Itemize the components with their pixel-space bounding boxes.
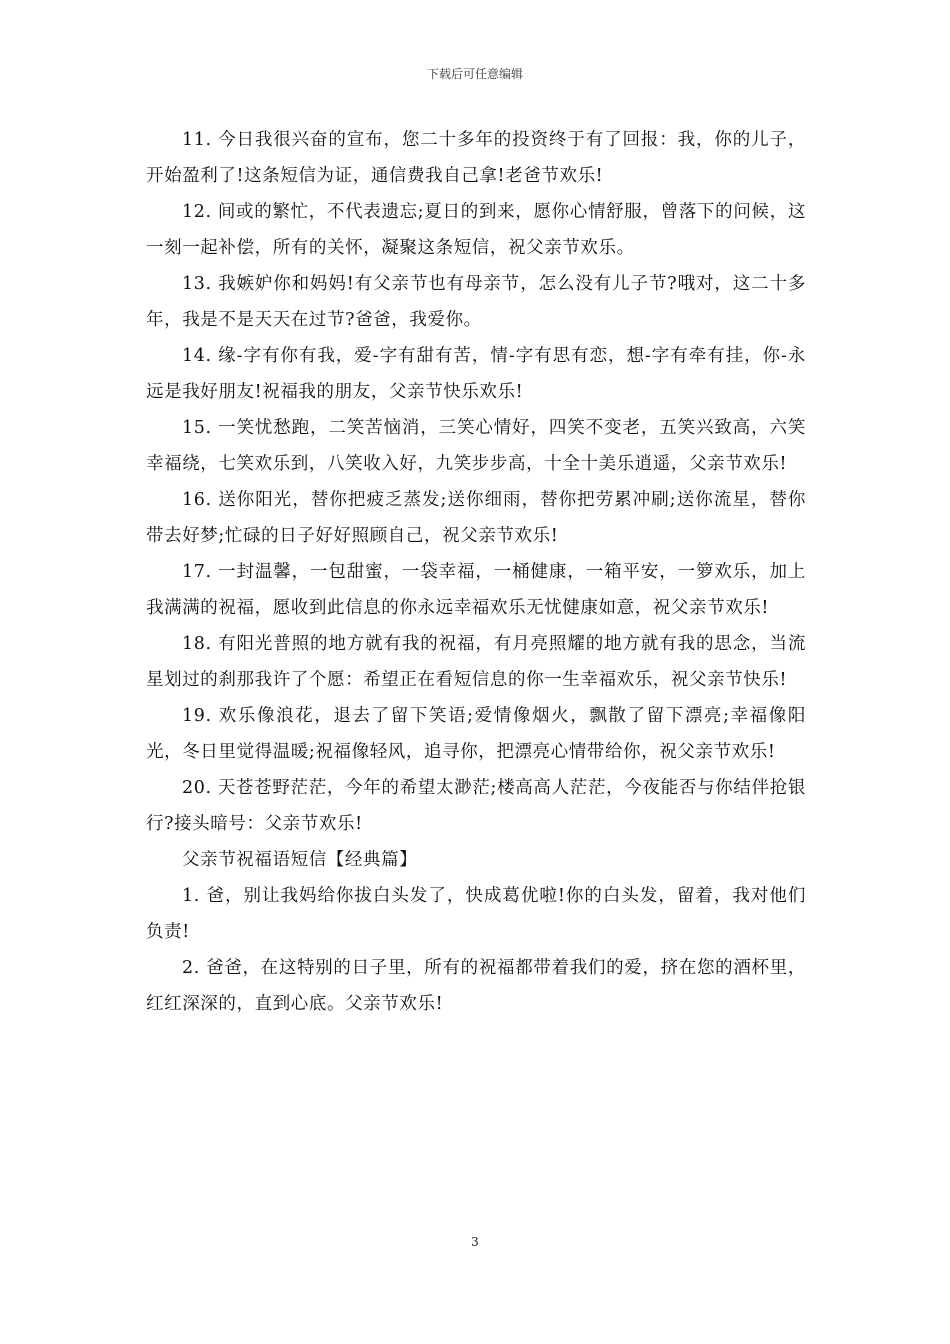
paragraph-18: 18. 有阳光普照的地方就有我的祝福，有月亮照耀的地方就有我的思念，当流星划过的刹那我许了个愿：希望正在看短信息的你一生幸福欢乐，祝父亲节快乐!	[146, 634, 806, 690]
paragraph-14: 14. 缘-字有你有我，爱-字有甜有苦，情-字有思有恋，想-字有牵有挂，你-永远是我好朋友!祝福我的朋友，父亲节快乐欢乐!	[146, 346, 806, 402]
document-body	[146, 122, 806, 1022]
paragraph-13: 13. 我嫉妒你和妈妈!有父亲节也有母亲节，怎么没有儿子节?哦对，这二十多年，我是不是天天在过节?爸爸，我爱你。	[146, 274, 806, 330]
paragraph-17: 17. 一封温馨，一包甜蜜，一袋幸福，一桶健康，一箱平安，一箩欢乐，加上我满满的祝福，愿收到此信息的你永远幸福欢乐无忧健康如意，祝父亲节欢乐!	[146, 562, 806, 618]
paragraph-19: 19. 欢乐像浪花，退去了留下笑语;爱情像烟火，飘散了留下漂亮;幸福像阳光，冬日里觉得温暖;祝福像轻风，追寻你，把漂亮心情带给你，祝父亲节欢乐!	[146, 706, 806, 762]
paragraph-20: 20. 天苍苍野茫茫，今年的希望太渺茫;楼高高人茫茫，今夜能否与你结伴抢银行?接头暗号：父亲节欢乐!	[146, 778, 806, 834]
paragraph-16: 16. 送你阳光，替你把疲乏蒸发;送你细雨，替你把劳累冲刷;送你流星，替你带去好梦;忙碌的日子好好照顾自己，祝父亲节欢乐!	[146, 490, 806, 546]
paragraph-classic-1: 1. 爸，别让我妈给你拔白头发了，快成葛优啦!你的白头发，留着，我对他们负责!	[146, 886, 806, 942]
paragraph-classic-2: 2. 爸爸，在这特别的日子里，所有的祝福都带着我们的爱，挤在您的酒杯里，红红深深的，直到心底。父亲节欢乐!	[146, 958, 806, 1014]
page-number: 3	[471, 1235, 479, 1249]
paragraph-15: 15. 一笑忧愁跑，二笑苦恼消，三笑心情好，四笑不变老，五笑兴致高，六笑幸福绕，七笑欢乐到，八笑收入好，九笑步步高，十全十美乐逍遥，父亲节欢乐!	[146, 418, 806, 474]
paragraph-12: 12. 间或的繁忙，不代表遗忘;夏日的到来，愿你心情舒服，曾落下的问候，这一刻一起补偿，所有的关怀，凝聚这条短信，祝父亲节欢乐。	[146, 202, 806, 258]
section-heading: 父亲节祝福语短信【经典篇】	[182, 850, 418, 870]
paragraph-11: 11. 今日我很兴奋的宣布，您二十多年的投资终于有了回报：我，你的儿子，开始盈利了!这条短信为证，通信费我自己拿!老爸节欢乐!	[146, 130, 806, 186]
page-header: 下载后可任意编辑	[426, 67, 523, 81]
